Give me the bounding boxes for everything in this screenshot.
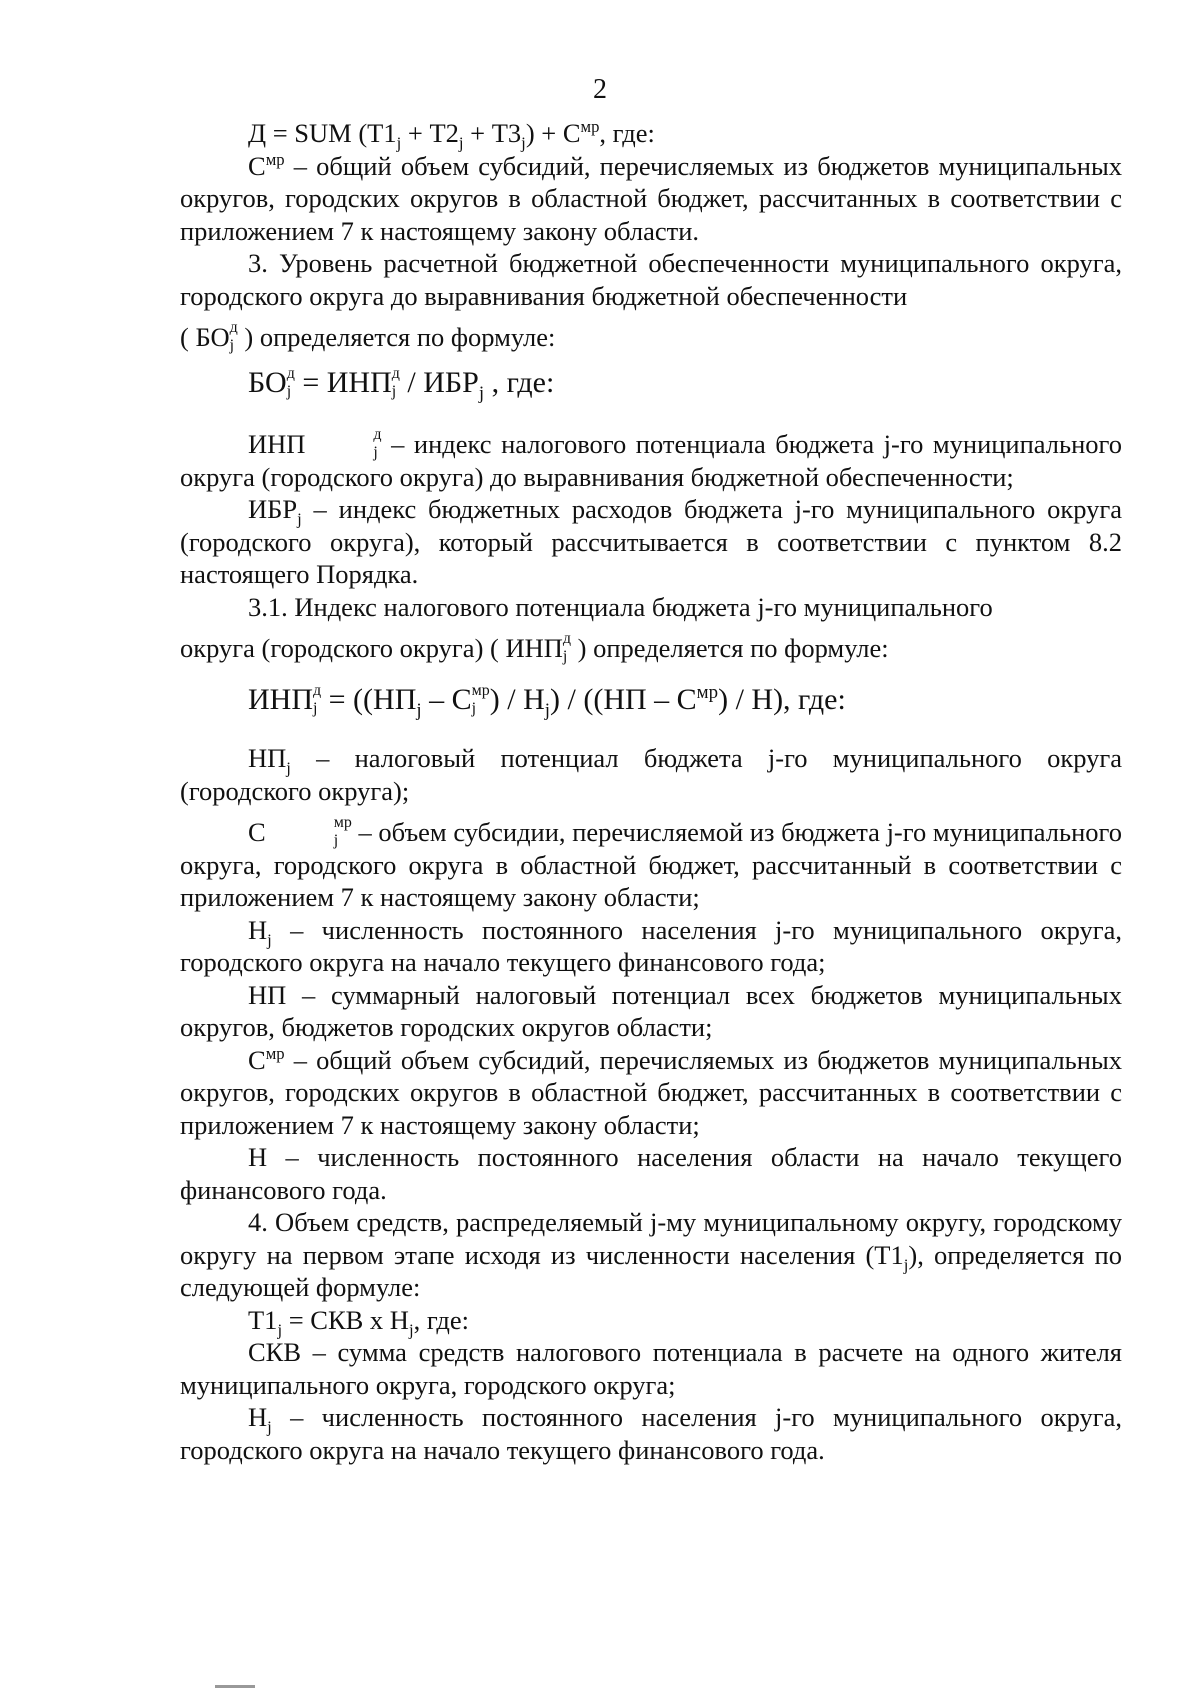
document-body — [180, 117, 1122, 1466]
definition-skv: СКВ – сумма средств налогового потенциала в расчете на одного жителя муниципального округа, городского округа; — [180, 1337, 1122, 1400]
formula-t1: $Т1_j$ = СКВ х $Н_j$, где: — [248, 1304, 469, 1339]
definition-n: Н – численность постоянного населения области на начало текущего финансового года. — [180, 1142, 1122, 1205]
formula-bo: БО д j = ИНП д j / $ИБР_j$ , где: — [248, 364, 555, 404]
definition-nj-2: $Н_j$ – численность постоянного населения j-го муниципального округа, городского округа на начало текущего финансового года. — [180, 1402, 1122, 1465]
definition-cmr: $С^{мр}$ – общий объем субсидий, перечисляемых из бюджетов муниципальных округов, городских округов в областной бюджет, рассчитанных в соответствии с приложением 7 к настоящему закону области. — [180, 149, 1122, 246]
formula-d: Д = SUM $(Т1_j + Т2_j + Т3_j) + С^{мр}$, где: — [248, 117, 655, 153]
formula-inp: ИНП д j = (($НП_j$ – C мр j ) / $Н_j) / ((НП - С^{мр}) / Н)$, где: — [248, 681, 846, 721]
section-3-1-tail: округа (городского округа) ( ИНП д j ) определяется по формуле: — [180, 630, 889, 665]
definition-ibr: $ИБР_j$ – индекс бюджетных расходов бюджета j-го муниципального округа (городского округа), который рассчитывается в соответствии с пунктом 8.2 настоящего Порядка. — [180, 494, 1122, 589]
section-4-text: 4. Объем средств, распределяемый j-му муниципальному округу, городскому округу на первом этапе исходя из численности населения $(Т1_j)$, определяется по следующей формуле: — [180, 1207, 1122, 1302]
page-number: 2 — [593, 74, 607, 105]
definition-inp: ИНП д j – индекс налогового потенциала бюджета j-го муниципального округа (городского округа) до выравнивания бюджетной обеспеченности; — [180, 426, 1122, 492]
definition-npj: $НП_j$ – налоговый потенциал бюджета j-го муниципального округа (городского округа); — [180, 743, 1122, 806]
section-3-1-text: 3.1. Индекс налогового потенциала бюджета j-го муниципального — [248, 591, 993, 622]
definition-cmr-2: $С^{мр}$ – общий объем субсидий, перечисляемых из бюджетов муниципальных округов, городских округов в областной бюджет, рассчитанных в соответствии с приложением 7 к настоящему закону области; — [180, 1043, 1122, 1140]
section-3-text: 3. Уровень расчетной бюджетной обеспеченности муниципального округа, городского округа до выравнивания бюджетной обеспеченности — [180, 248, 1122, 311]
scan-mark — [215, 1685, 255, 1688]
section-3-tail: ( БО д j ) определяется по формуле: — [180, 319, 556, 354]
definition-np: НП – суммарный налоговый потенциал всех бюджетов муниципальных округов, бюджетов городских округов области; — [180, 979, 1122, 1042]
definition-nj: $Н_j$ – численность постоянного населения j-го муниципального округа, городского округа на начало текущего финансового года; — [180, 914, 1122, 977]
definition-cj: C мр j – объем субсидии, перечисляемой из бюджета j-го муниципального округа, городского округа в областной бюджет, рассчитанный в соответствии с приложением 7 к настоящему закону области; — [180, 814, 1122, 912]
